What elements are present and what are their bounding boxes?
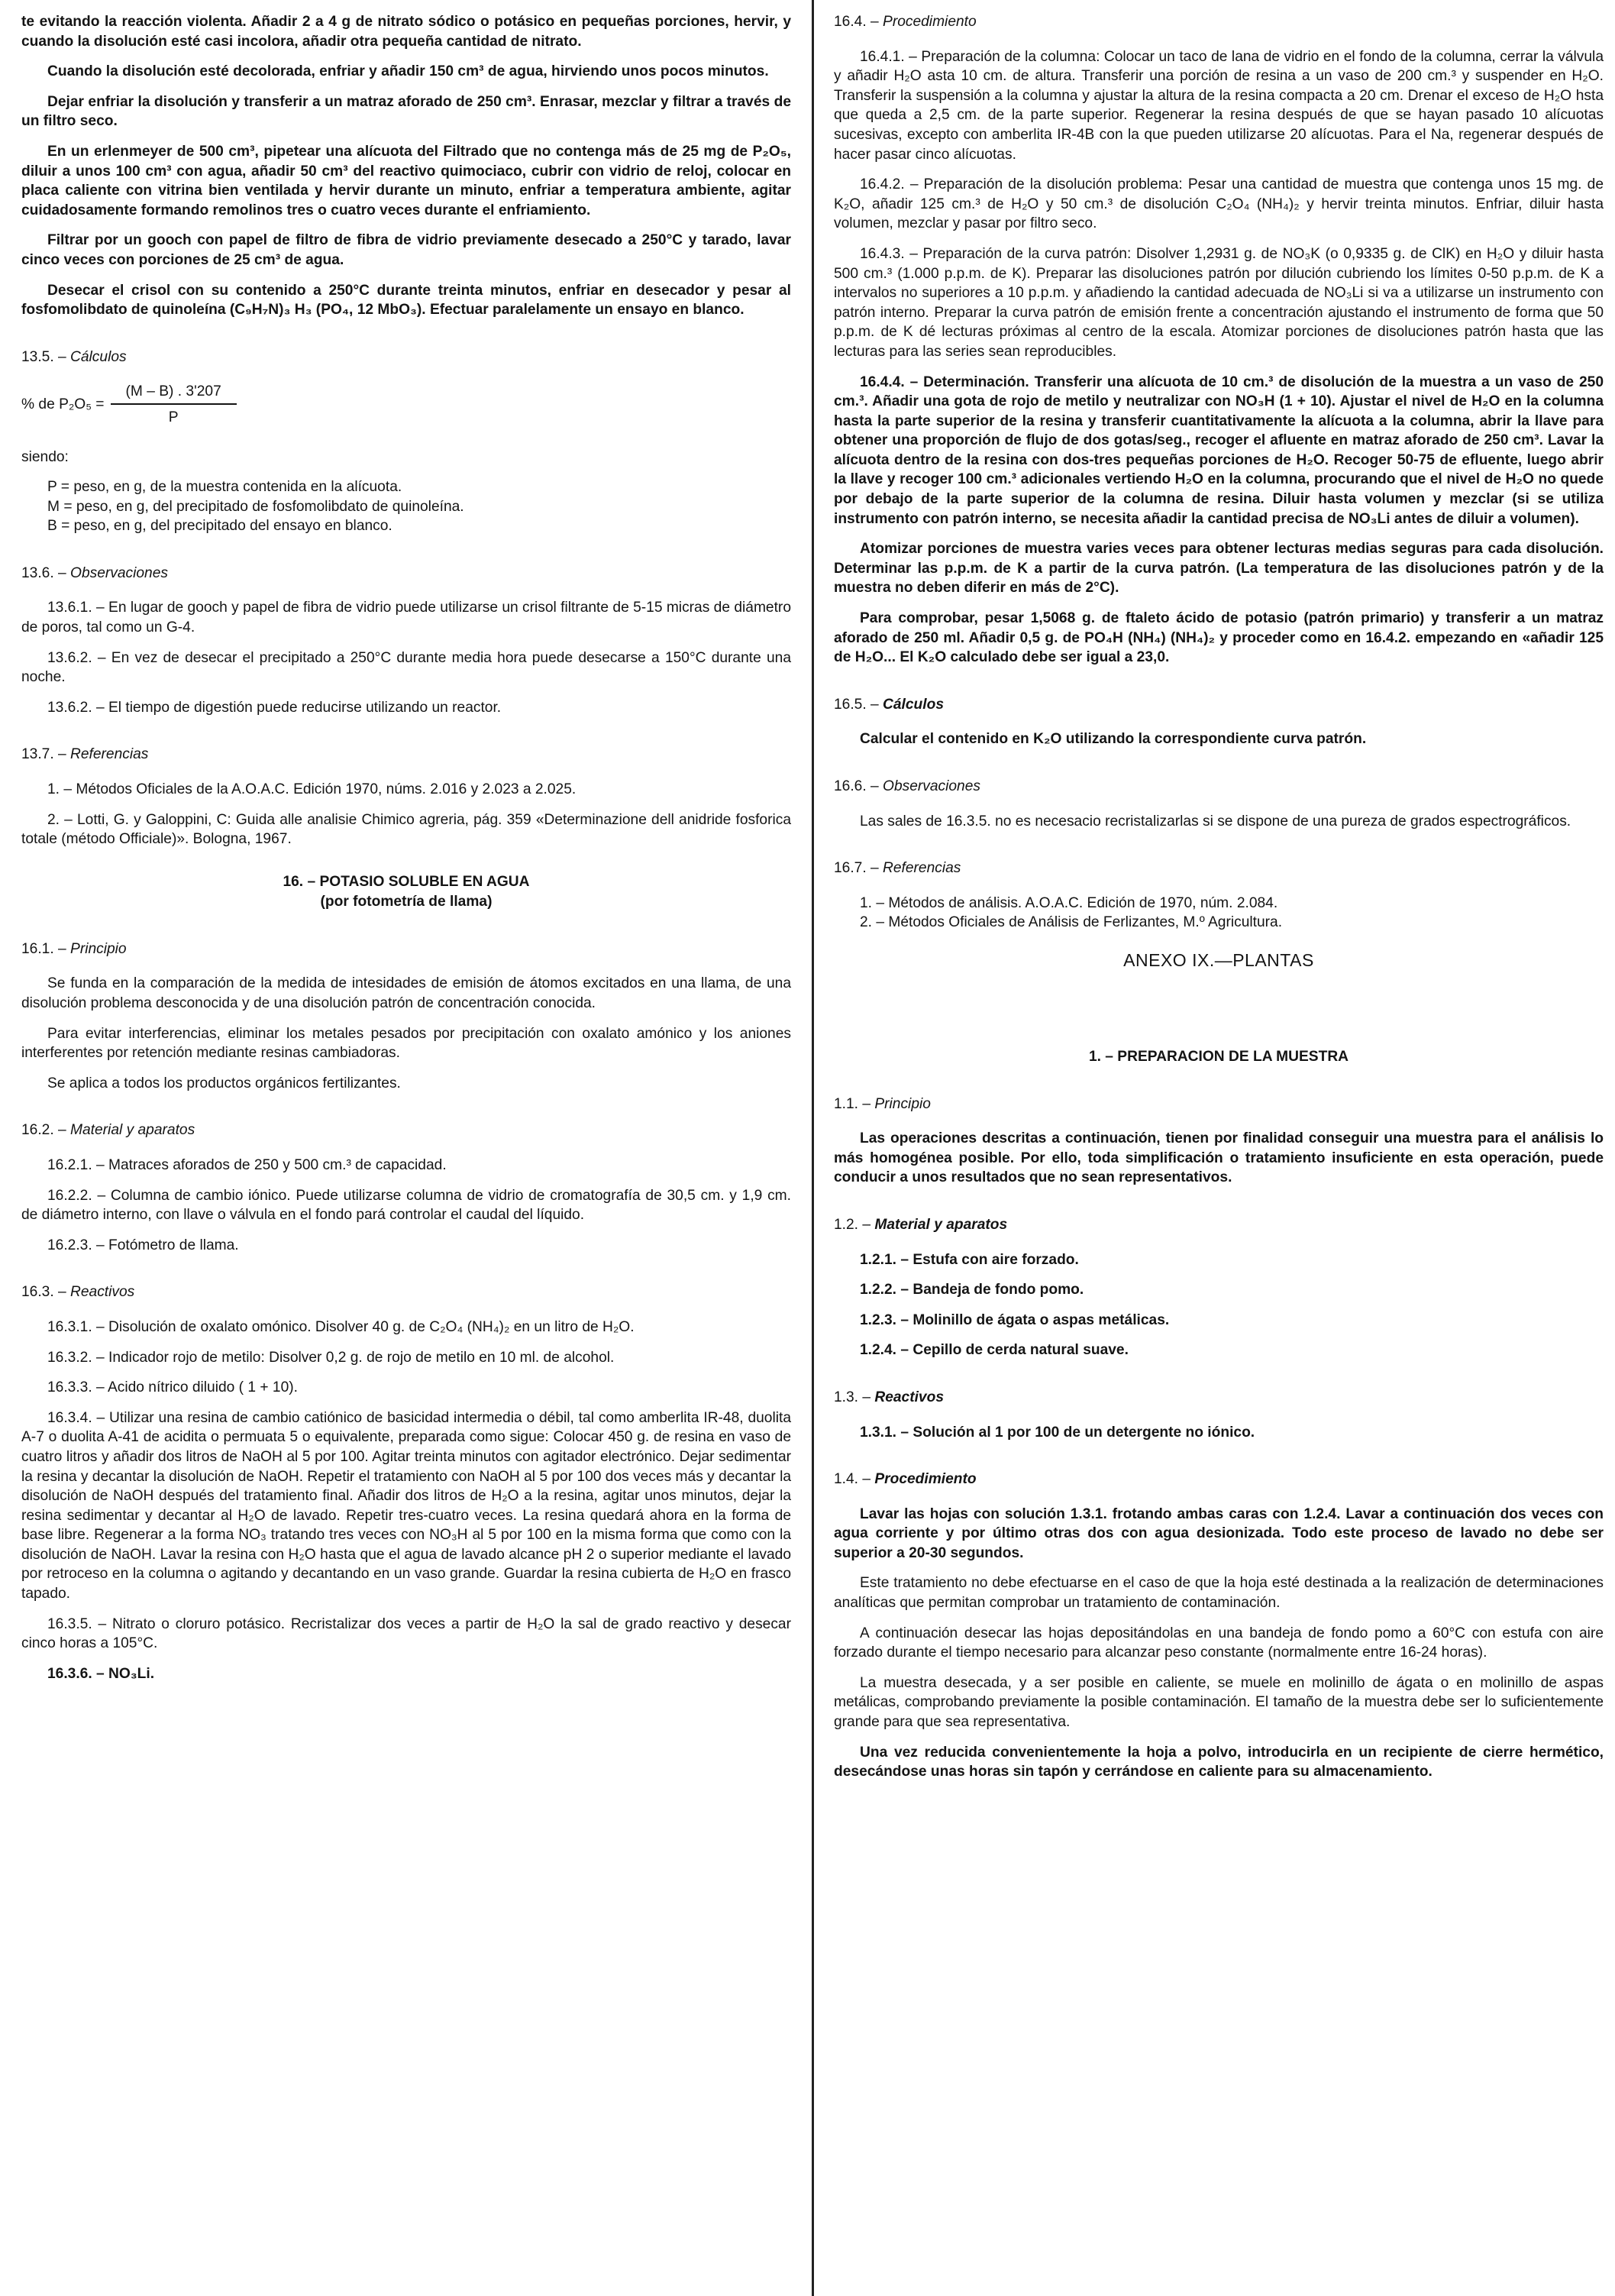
list-item: 1.2.3. – Molinillo de ágata o aspas metálicas.: [860, 1311, 1170, 1328]
paragraph: A continuación desecar las hojas depositándolas en una bandeja de fondo pomo a 60°C con estufa con aire forzado durante el tiempo necesario para alcanzar peso constante (normalmente entre 16-24 horas).: [834, 1625, 1604, 1661]
section-heading-16-5: 16.5. – Cálculos: [834, 696, 944, 713]
formula-denominator: P: [168, 409, 179, 425]
paragraph: 16.3.2. – Indicador rojo de metilo: Disolver 0,2 g. de rojo de metilo en 10 ml. de alcohol.: [47, 1349, 615, 1366]
chapter-title-1: 1. – PREPARACION DE LA MUESTRA: [1088, 1048, 1349, 1065]
paragraph: Se aplica a todos los productos orgánicos fertilizantes.: [47, 1075, 401, 1091]
section-heading-1-2: 1.2. – Material y aparatos: [834, 1216, 1008, 1233]
paragraph: Calcular el contenido en K₂O utilizando la correspondiente curva patrón.: [860, 731, 1367, 748]
reference-item: 2. – Lotti, G. y Galoppini, C: Guida alle analisie Chimico agreria, pág. 359 «Determinazione dell anidride fosforica totale (método Officiale)». Bologna, 1967.: [21, 811, 791, 848]
paragraph: Este tratamiento no debe efectuarse en el caso de que la hoja esté destinada a la realización de determinaciones analíticas que permitan comprobar un tratamiento de contaminación.: [834, 1575, 1604, 1612]
paragraph: Dejar enfriar la disolución y transferir a un matraz aforado de 250 cm³. Enrasar, mezclar y filtrar a través de un filtro seco.: [21, 93, 791, 130]
paragraph: 16.3.1. – Disolución de oxalato omónico. Disolver 40 g. de C₂O₄ (NH₄)₂ en un litro de H₂O.: [47, 1318, 635, 1335]
reference-item: 1. – Métodos de análisis. A.O.A.C. Edición de 1970, núm. 2.084.: [860, 894, 1278, 911]
section-heading-13-7: 13.7. – Referencias: [21, 746, 149, 763]
section-heading-16-3: 16.3. – Reactivos: [21, 1284, 135, 1301]
paragraph: 16.3.3. – Acido nítrico diluido ( 1 + 10).: [47, 1379, 298, 1396]
definition-p: P = peso, en g, de la muestra contenida en la alícuota.: [47, 479, 402, 496]
paragraph: te evitando la reacción violenta. Añadir 2 a 4 g de nitrato sódico o potásico en pequeñas porciones, hervir, y cuando la disolución esté casi incolora, añadir otra pequeña cantidad de nitrato.: [21, 14, 791, 50]
section-heading-1-3: 1.3. – Reactivos: [834, 1389, 944, 1405]
section-heading-1-1: 1.1. – Principio: [834, 1095, 931, 1112]
paragraph: La muestra desecada, y a ser posible en caliente, se muele en molinillo de ágata o en molinillo de aspas metálicas, comprobando previamente la posible contaminación. El tamaño de la muestra debe ser lo suficientemente grande para que sea representativa.: [834, 1674, 1604, 1731]
definitions-list: [47, 477, 791, 536]
section-heading-16-4: 16.4. – Procedimiento: [834, 14, 977, 30]
paragraph: 16.3.4. – Utilizar una resina de cambio catiónico de basicidad intermedia o débil, tal como amberlita IR-48, duolita A-7 o duolita A-41 de acidita o permuata 5 o equivalente, preparada como sigue: Colocar 450 g. de resina en vaso de cuatro litros y añadir dos litros de NaOH al 5 por 100. Agitar treinta minutos con agitador electrónico. Dejar sedimentar la resina y decantar la disolución de NaOH. Repetir el tratamiento con NaOH al 5 por 100 dos veces más y decantar la disolución de NaOH después del tratamiento final. Añadir dos litros de H₂O a la resina, agitar unos minutos, dejar la resina sedimentar y decantar al H₂O de lavado. Repetir tres-cuatro veces. La resina quedará ahora en la forma de base libre. Regenerar a la forma NO₃ tratando tres veces con NO₃H al 5 por 100 en la misma forma que como con la disolución de NaOH. Lavar la resina con H₂O hasta que el agua de lavado alcance pH 2 o superior mediante el lavado por retroceso en la columna o agitando y decantando en un vaso grande. Guardar la resina cubierta de H₂O en frasco tapado.: [21, 1409, 791, 1602]
paragraph: Para comprobar, pesar 1,5068 g. de ftaleto ácido de potasio (patrón primario) y transferir a un matraz aforado de 250 ml. Añadir 0,5 g. de PO₄H (NH₄) (NH₄)₂ y proceder como en 16.4.2. empezando en «añadir 125 de H₂O... El K₂O calculado debe ser igual a 23,0.: [834, 610, 1604, 666]
paragraph: 16.4.4. – Determinación. Transferir una alícuota de 10 cm.³ de disolución de la muestra a un vaso de 250 cm.³. Añadir una gota de rojo de metilo y neutralizar con NO₃H (1 + 10). Ajustar el nivel de H₂O en la columna hasta la parte superior de la resina y transferir cuantitativamente la alícuota a la columna, abrir la llave para obtener una proporción de flujo de dos gotas/seg., recoger el afluente en matraz aforado de 250 cm³. Lavar la alícuota dentro de la resina con dos-tres pequeñas porciones de H₂O. Recoger 50-75 de efluente, luego abrir la llave y recoger 100 cm.³ adicionales vertiendo H₂O en la columna, procurando que el nivel de H₂O no quede por debajo de la parte superior de la columna de resina. Diluir hasta volumen y mezclar (si se utiliza instrumento con patrón interno, se necesita añadir la cantidad precisa de NO₃Li antes de diluir a volumen).: [834, 374, 1604, 527]
paragraph: Lavar las hojas con solución 1.3.1. frotando ambas caras con 1.2.4. Lavar a continuación dos veces con agua corriente y por último otras dos con agua desionizada. Todo este proceso de lavado no debe ser superior a 20-30 segundos.: [834, 1505, 1604, 1561]
formula-lhs: % de P₂O₅ =: [21, 396, 105, 413]
reference-item: 2. – Métodos Oficiales de Análisis de Ferlizantes, M.º Agricultura.: [860, 914, 1283, 931]
right-column: [834, 12, 1604, 2288]
section-heading-16-1: 16.1. – Principio: [21, 940, 127, 957]
paragraph: Una vez reducida convenientemente la hoja a polvo, introducirla en un recipiente de cierre hermético, desecándose unas horas sin tapón y cerrándose en caliente para su almacenamiento.: [834, 1744, 1604, 1780]
left-column: [21, 12, 791, 2288]
section-heading-13-6: 13.6. – Observaciones: [21, 564, 168, 581]
formula-fraction: [111, 382, 237, 427]
paragraph: 16.4.2. – Preparación de la disolución problema: Pesar una cantidad de muestra que contenga unos 15 mg. de K₂O, añadir 125 cm.³ de H₂O y 50 cm.³ de disolución C₂O₄ (NH₄)₂ y hervir treinta minutos. Enfriar, diluir hasta volumen, mezclar y pasar por filtro seco.: [834, 176, 1604, 232]
list-item: 1.2.4. – Cepillo de cerda natural suave.: [860, 1342, 1129, 1359]
paragraph: 13.6.1. – En lugar de gooch y papel de fibra de vidrio puede utilizarse un crisol filtrante de 5-15 micras de diámetro de poros, tal como un G-4.: [21, 600, 791, 636]
chapter-title-16: 16. – POTASIO SOLUBLE EN AGUA (por fotometría de llama): [283, 873, 530, 910]
paragraph: Filtrar por un gooch con papel de filtro de fibra de vidrio previamente desecado a 250°C y tarado, lavar cinco veces con porciones de 25 cm³ de agua.: [21, 232, 791, 268]
paragraph: En un erlenmeyer de 500 cm³, pipetear una alícuota del Filtrado que no contenga más de 25 mg de P₂O₅, diluir a unos 100 cm³ con agua, añadir 50 cm³ del reactivo quimociaco, cubrir con vidrio de reloj, colocar en placa caliente con vitrina bien ventilada y hervir durante un minuto, enfriar a temperatura ambiente, agitar cuidadosamente formando remolinos tres o cuatro veces durante el enfriamiento.: [21, 143, 791, 218]
reference-item: 1. – Métodos Oficiales de la A.O.A.C. Edición 1970, núms. 2.016 y 2.023 a 2.025.: [47, 781, 577, 798]
definition-m: M = peso, en g, del precipitado de fosfomolibdato de quinoleína.: [47, 498, 464, 515]
formula-p2o5: [21, 382, 791, 427]
paragraph: 13.6.2. – En vez de desecar el precipitado a 250°C durante media hora puede desecarse a 150°C durante una noche.: [21, 649, 791, 686]
paragraph: Cuando la disolución esté decolorada, enfriar y añadir 150 cm³ de agua, hirviendo unos pocos minutos.: [47, 63, 769, 80]
list-item: 1.2.1. – Estufa con aire forzado.: [860, 1251, 1079, 1268]
paragraph: Atomizar porciones de muestra varies veces para obtener lecturas medias seguras para cada disolución. Determinar las p.p.m. de K a partir de la curva patrón. (La temperatura de las disoluciones patrón y de la muestra no deben diferir en más de 2°C).: [834, 541, 1604, 597]
section-heading-13-5: 13.5. – Cálculos: [21, 348, 127, 365]
paragraph: 16.2.2. – Columna de cambio iónico. Puede utilizarse columna de vidrio de cromatografía de 30,5 cm. y 1,9 cm. de diámetro interno, con llave o válvula en el fondo pará controlar el caudal del líquido.: [21, 1187, 791, 1224]
column-divider: [812, 0, 814, 2296]
section-heading-1-4: 1.4. – Procedimiento: [834, 1471, 977, 1488]
paragraph: 16.3.5. – Nitrato o cloruro potásico. Recristalizar dos veces a partir de H₂O la sal de grado reactivo y desecar cinco horas a 105°C.: [21, 1615, 791, 1652]
paragraph: Para evitar interferencias, eliminar los metales pesados por precipitación con oxalato amónico y los aniones interferentes por retención mediante resinas cambiadoras.: [21, 1025, 791, 1062]
definition-b: B = peso, en g, del precipitado del ensayo en blanco.: [47, 518, 392, 535]
paragraph: 16.4.3. – Preparación de la curva patrón: Disolver 1,2931 g. de NO₃K (o 0,9335 g. de ClK) en H₂O y diluir hasta 500 cm.³ (1.000 p.p.m. de K). Preparar las disoluciones patrón por dilución cubriendo los límites 0-50 p.p.m. de K a intervalos no superiores a 10 p.p.m. y añadiendo la cantidad adecuada de NO₃Li si va a utilizarse un instrumento con patrón interno. Preparar la curva patrón de emisión frente a concentración ajustando el instrumento de forma que 50 p.p.m. de K dé lecturas próximas al centro de la escala. Atomizar porciones de disoluciones patrón hasta que las lecturas para las series sean reproducibles.: [834, 245, 1604, 360]
section-heading-16-2: 16.2. – Material y aparatos: [21, 1122, 195, 1139]
paragraph: Desecar el crisol con su contenido a 250°C durante treinta minutos, enfriar en desecador y pesar al fosfomolibdato de quinoleína (C₉H₇N)₃ H₃ (PO₄, 12 MbO₃). Efectuar paralelamente un ensayo en blanco.: [21, 282, 791, 319]
paragraph: 13.6.2. – El tiempo de digestión puede reducirse utilizando un reactor.: [47, 699, 502, 716]
section-heading-16-6: 16.6. – Observaciones: [834, 778, 980, 794]
section-heading-16-7: 16.7. – Referencias: [834, 860, 961, 877]
list-item: 1.2.2. – Bandeja de fondo pomo.: [860, 1282, 1084, 1298]
paragraph: 16.2.1. – Matraces aforados de 250 y 500 cm.³ de capacidad.: [47, 1156, 447, 1173]
paragraph: Se funda en la comparación de la medida de intesidades de emisión de átomos excitados en una llama, de una disolución problema desconocida y de una disolución patrón de concentración conocida.: [21, 975, 791, 1011]
annex-title: ANEXO IX.—PLANTAS: [1123, 949, 1314, 970]
paragraph: 16.4.1. – Preparación de la columna: Colocar un taco de lana de vidrio en el fondo de la columna, cerrar la válvula y añadir H₂O asta 10 cm. de altura. Transferir una porción de resina a un vaso de 200 cm.³ y suspender en H₂O. Transferir la suspensión a la columna y ajustar la altura de la resina compacta a 20 cm. Drenar el exceso de H₂O hsta que queda a 2,5 cm. de la parte superior. Regenerar la resina después de que se hayan pasado 10 alícuotas sucesivas, excepto con amberlita IR-4B con la que pueden utilizarse 20 alícuotas. Para el Na, regenerar después de hacer pasar cinco alícuotas.: [834, 48, 1604, 163]
formula-numerator: (M – B) . 3'207: [111, 382, 237, 405]
references-list: [834, 894, 1604, 933]
paragraph: Las operaciones descritas a continuación, tienen por finalidad conseguir una muestra para el análisis lo más homogénea posible. Por ello, toda simplificación o tratamiento insuficiente en esta operación, puede conducir a unos resultados que no sean representativos.: [834, 1130, 1604, 1186]
list-item: 1.3.1. – Solución al 1 por 100 de un detergente no iónico.: [860, 1424, 1255, 1441]
paragraph: 16.2.3. – Fotómetro de llama.: [47, 1237, 239, 1253]
paragraph: 16.3.6. – NO₃Li.: [47, 1665, 155, 1682]
paragraph: Las sales de 16.3.5. no es necesacio recristalizarlas si se dispone de una pureza de grados espectrográficos.: [860, 813, 1571, 829]
siendo-label: siendo:: [21, 448, 69, 465]
